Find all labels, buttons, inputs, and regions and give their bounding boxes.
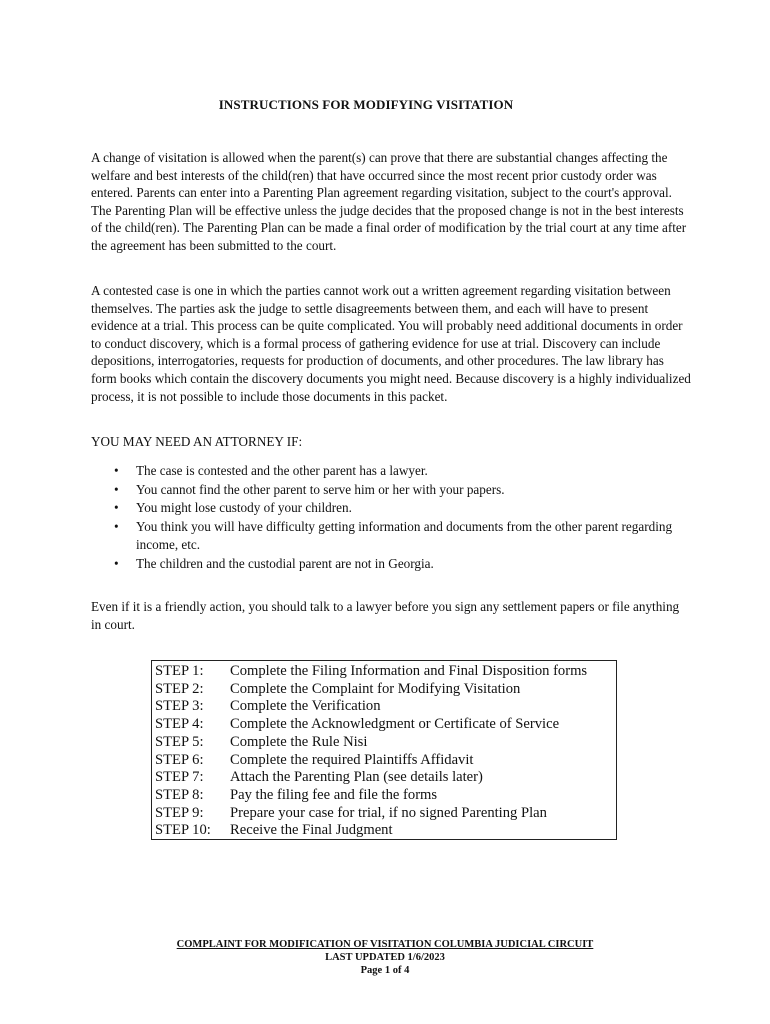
list-item [91, 462, 691, 481]
step-number: STEP 5: [155, 733, 204, 750]
step-row [155, 769, 616, 787]
step-row [155, 716, 616, 734]
step-row [155, 663, 616, 681]
page-footer [0, 938, 770, 977]
step-number: STEP 7: [155, 769, 204, 786]
step-row [155, 805, 616, 823]
footer-last-updated: LAST UPDATED 1/6/2023 [325, 952, 445, 963]
step-row [155, 681, 616, 699]
steps-box [151, 660, 617, 840]
step-row [155, 734, 616, 752]
step-number: STEP 8: [155, 786, 204, 803]
step-number: STEP 10: [155, 822, 211, 839]
step-text: Complete the Filing Information and Final Disposition forms [230, 663, 588, 679]
bullet-icon: • [114, 481, 119, 497]
list-item-text: You think you will have difficulty getting information and documents from the other parent regarding income, etc. [136, 518, 673, 552]
paragraph-change-of-visitation: A change of visitation is allowed when the parent(s) can prove that there are substantial changes affecting the welfare and best interests of the child(ren) that have occurred since the most recent prior custody order was entered. Parents can enter into a Parenting Plan agreement regarding visitation, subject to the court's approval. The Parenting Plan will be effective unless the judge decides that the proposed change is not in the best interests of the child(ren). The Parenting Plan can be made a final order of modification by the trial court at any time after the agreement has been submitted to the court. [91, 150, 687, 253]
step-text: Complete the required Plaintiffs Affidavit [230, 751, 474, 768]
step-text: Complete the Verification [230, 698, 381, 715]
step-number: STEP 9: [155, 804, 204, 821]
page-title: INSTRUCTIONS FOR MODIFYING VISITATION [218, 97, 514, 112]
step-text: Attach the Parenting Plan (see details later) [230, 769, 483, 786]
list-item [91, 481, 691, 500]
footer-page-number: Page 1 of 4 [360, 965, 410, 976]
paragraph-friendly-action: Even if it is a friendly action, you should talk to a lawyer before you sign any settlement papers or file anything in court. [91, 599, 680, 632]
step-number: STEP 1: [155, 663, 204, 679]
step-number: STEP 2: [155, 680, 204, 697]
step-text: Pay the filing fee and file the forms [230, 786, 438, 803]
step-row [155, 698, 616, 716]
list-item [91, 518, 691, 555]
step-row [155, 787, 616, 805]
paragraph-contested-case: A contested case is one in which the parties cannot work out a written agreement regarding visitation between themselves. The parties ask the judge to settle disagreements between them, and each will have to present evidence at a trial. This process can be quite complicated. You will probably need additional documents in order to conduct discovery, which is a formal process of gathering evidence for use at trial. Discovery can include depositions, interrogatories, requests for production of documents, and other procedures. The law library has form books which contain the discovery documents you might need. Because discovery is a highly individualized process, it is not possible to include those documents in this packet. [91, 283, 691, 404]
step-row [155, 822, 616, 840]
list-item-text: You cannot find the other parent to serve him or her with your papers. [136, 481, 505, 497]
step-text: Receive the Final Judgment [230, 822, 393, 839]
step-text: Complete the Rule Nisi [230, 733, 368, 750]
attorney-reasons-list [91, 462, 691, 573]
footer-form-name: COMPLAINT FOR MODIFICATION OF VISITATION COLUMBIA JUDICIAL CIRCUIT [176, 939, 594, 950]
bullet-icon: • [114, 463, 119, 478]
step-row [155, 752, 616, 770]
bullet-icon: • [114, 500, 119, 515]
step-text: Complete the Acknowledgment or Certificate of Service [230, 716, 560, 733]
attorney-heading: YOU MAY NEED AN ATTORNEY IF: [91, 434, 303, 449]
bullet-icon: • [114, 518, 119, 534]
step-number: STEP 3: [155, 698, 204, 715]
step-text: Prepare your case for trial, if no signed Parenting Plan [230, 804, 547, 821]
list-item-text: You might lose custody of your children. [136, 500, 352, 515]
list-item [91, 499, 691, 518]
list-item-text: The children and the custodial parent are not in Georgia. [136, 555, 434, 571]
list-item-text: The case is contested and the other parent has a lawyer. [136, 463, 428, 478]
step-number: STEP 6: [155, 751, 204, 768]
step-text: Complete the Complaint for Modifying Visitation [230, 680, 521, 697]
step-number: STEP 4: [155, 716, 204, 733]
list-item [91, 555, 691, 574]
bullet-icon: • [114, 555, 119, 571]
